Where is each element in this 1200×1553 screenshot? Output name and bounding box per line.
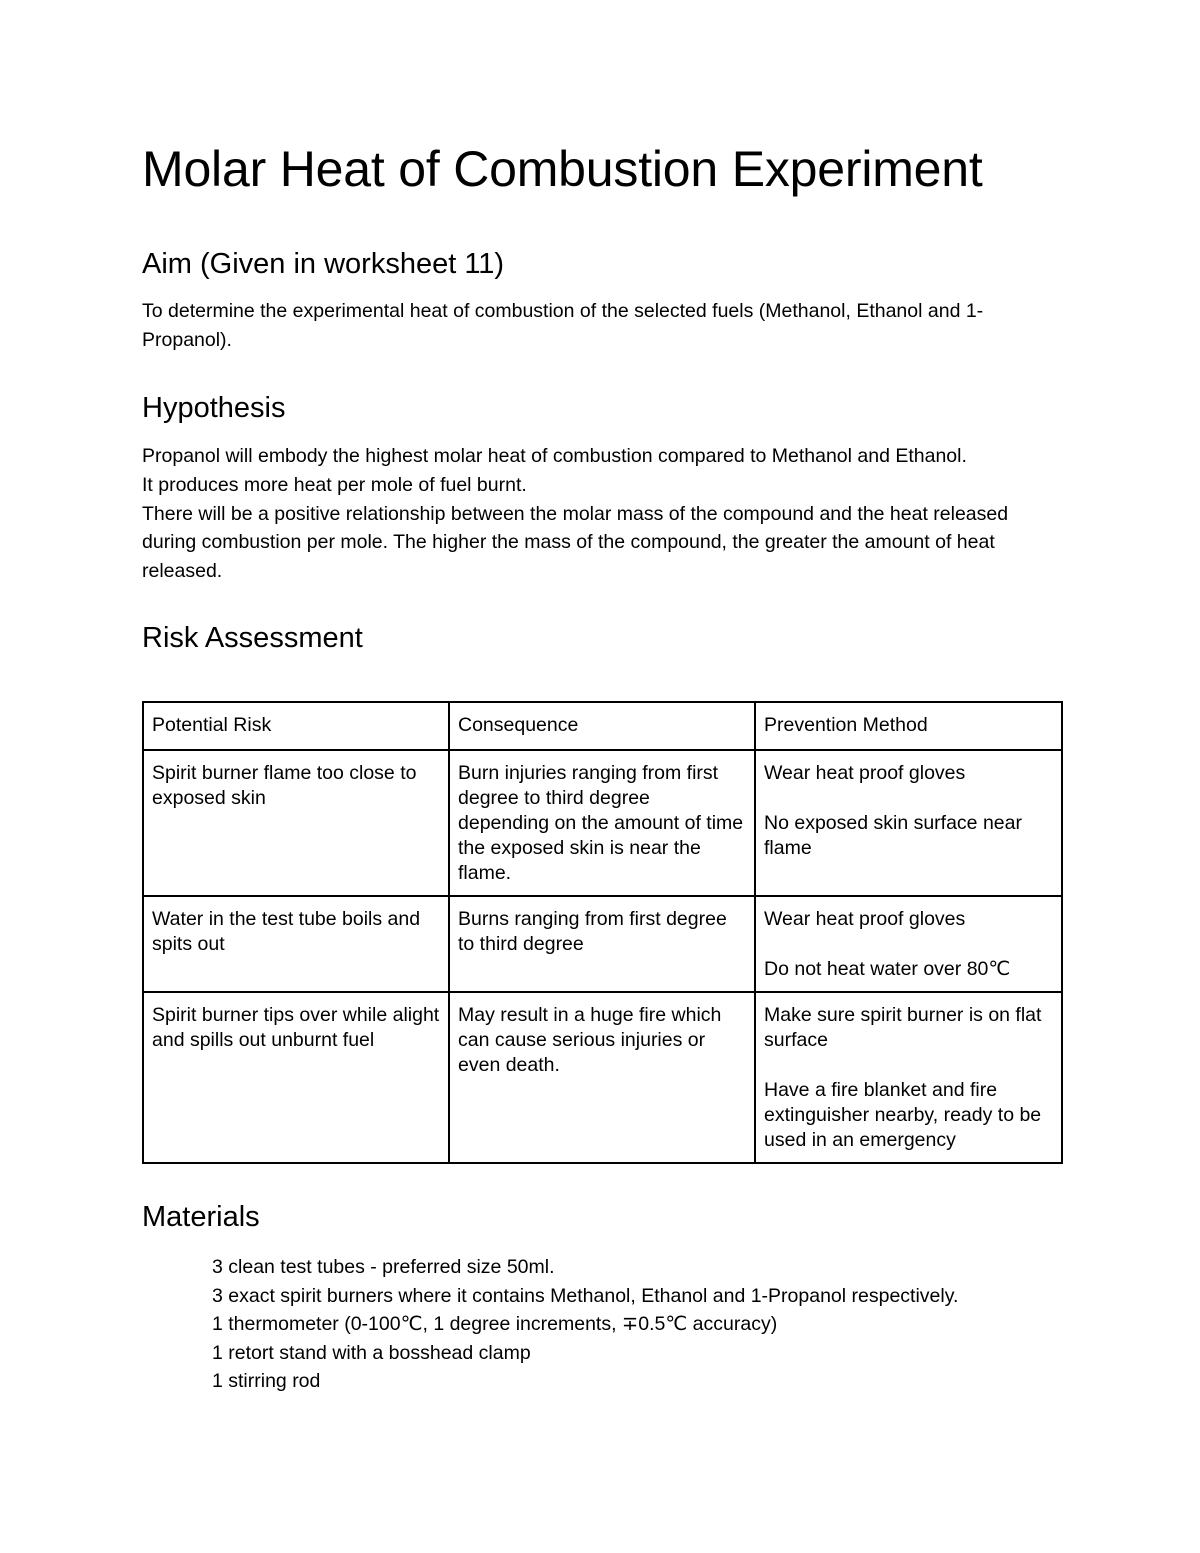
list-item: 3 clean test tubes - preferred size 50ml. xyxy=(212,1256,555,1278)
prevention-cell xyxy=(755,896,1062,992)
table-row xyxy=(143,992,1062,1163)
prevention-item: Wear heat proof gloves xyxy=(764,762,966,784)
consequence-cell: Burn injuries ranging from first degree to third degree depending on the amount of time the exposed skin is near the flame. xyxy=(449,750,755,896)
aim-section xyxy=(142,297,1060,355)
prevention-item: Wear heat proof gloves xyxy=(764,908,966,930)
list-item: 1 stirring rod xyxy=(212,1370,321,1392)
header-cell-prevention-method: Prevention Method xyxy=(755,702,1062,750)
risk-assessment-heading: Risk Assessment xyxy=(142,622,363,654)
header-cell-consequence: Consequence xyxy=(449,702,755,750)
prevention-cell xyxy=(755,750,1062,896)
table-header-row xyxy=(143,702,1062,750)
hypothesis-section xyxy=(142,442,1060,586)
prevention-item: Make sure spirit burner is on flat surface xyxy=(764,1004,1042,1051)
aim-text: To determine the experimental heat of combustion of the selected fuels (Methanol, Ethanol and 1-Propanol). xyxy=(142,300,984,351)
list-item: 1 thermometer (0-100℃, 1 degree increments, ∓0.5℃ accuracy) xyxy=(212,1313,778,1335)
table-row xyxy=(143,896,1062,992)
table-row xyxy=(143,750,1062,896)
prevention-cell xyxy=(755,992,1062,1163)
prevention-item: No exposed skin surface near flame xyxy=(764,812,1022,859)
hypothesis-line: Propanol will embody the highest molar heat of combustion compared to Methanol and Ethanol. xyxy=(142,445,967,467)
materials-heading: Materials xyxy=(142,1201,260,1233)
hypothesis-line: There will be a positive relationship between the molar mass of the compound and the heat released during combustion per mole. The higher the mass of the compound, the greater the amount of heat released. xyxy=(142,502,1009,583)
header-cell-potential-risk: Potential Risk xyxy=(143,702,449,750)
document-title: Molar Heat of Combustion Experiment xyxy=(142,141,983,197)
list-item: 1 retort stand with a bosshead clamp xyxy=(212,1341,531,1364)
list-item: 3 exact spirit burners where it contains Methanol, Ethanol and 1-Propanol respectively. xyxy=(212,1284,959,1307)
risk-cell: Water in the test tube boils and spits out xyxy=(143,896,449,992)
prevention-item: Do not heat water over 80℃ xyxy=(764,958,1011,980)
hypothesis-line: It produces more heat per mole of fuel burnt. xyxy=(142,473,527,496)
consequence-cell: Burns ranging from first degree to third degree xyxy=(449,896,755,992)
materials-list xyxy=(212,1253,1062,1396)
aim-heading: Aim (Given in worksheet 11) xyxy=(142,248,505,280)
hypothesis-heading: Hypothesis xyxy=(142,392,286,424)
risk-assessment-table xyxy=(142,701,1063,1164)
risk-cell: Spirit burner tips over while alight and spills out unburnt fuel xyxy=(143,992,449,1163)
prevention-item: Have a fire blanket and fire extinguisher nearby, ready to be used in an emergency xyxy=(764,1079,1042,1151)
consequence-cell: May result in a huge fire which can cause serious injuries or even death. xyxy=(449,992,755,1163)
risk-cell: Spirit burner flame too close to exposed skin xyxy=(143,750,449,896)
